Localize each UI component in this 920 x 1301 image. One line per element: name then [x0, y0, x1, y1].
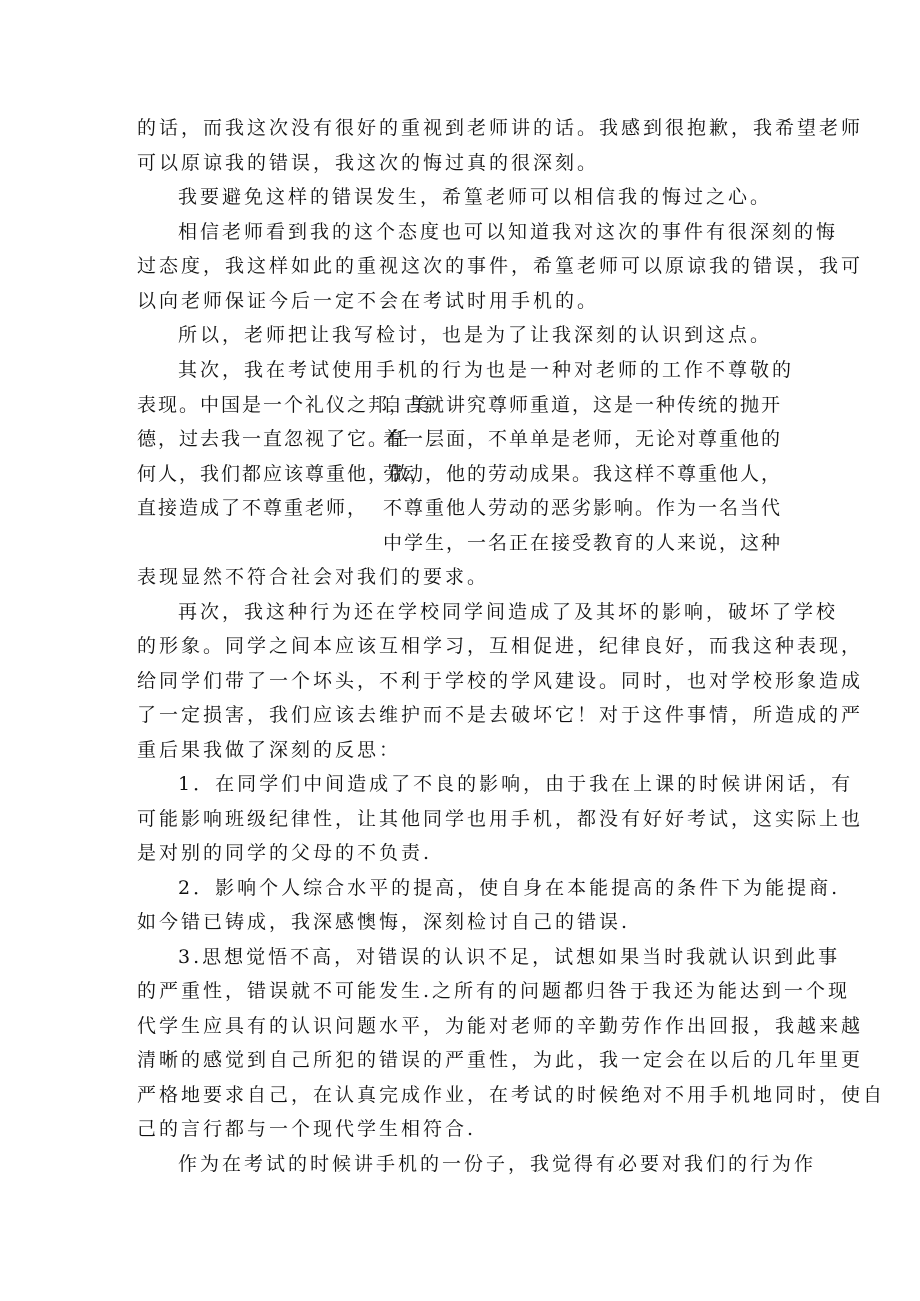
paragraph-line: 的形象。同学之间本应该互相学习，互相促进，纪律良好，而我这种表现， — [137, 635, 864, 657]
paragraph-line: 的话，而我这次没有很好的重视到老师讲的话。我感到很抱歉，我希望老师 — [137, 117, 864, 139]
paragraph-line: 过态度，我这样如此的重视这次的事件，希篁老师可以原谅我的错误，我可 — [137, 255, 864, 277]
list-item-line: 是对别的同学的父母的不负责. — [137, 842, 433, 864]
paragraph-line: 相信老师看到我的这个态度也可以知道我对这次的事件有很深刻的悔 — [178, 221, 839, 243]
list-item-line: 严格地要求自己，在认真完成作业，在考试的时候绝对不用手机地同时，使自 — [137, 1084, 886, 1106]
paragraph-line: 以向老师保证今后一定不会在考试时用手机的。 — [137, 290, 600, 312]
left-column-line: 何人，我们都应该尊重他，做， — [137, 463, 432, 485]
paragraph-line: 作为在考试的时候讲手机的一份子，我觉得有必要对我们的行为作 — [178, 1153, 817, 1175]
right-column-line: 劳动，他的劳动成果。我这样不尊重他人， — [383, 463, 783, 485]
list-item-line: 2．影响个人综合水平的提高，使自身在本能提高的条件下为能提商. — [178, 877, 841, 899]
list-item-line: 的严重性，错误就不可能发生.之所有的问题都归咎于我还为能达到一个现 — [137, 980, 851, 1002]
list-item-line: 如今错已铸成，我深感懊悔，深刻检讨自己的错误. — [137, 911, 631, 933]
list-item-line: 代学生应具有的认识问题水平，为能对老师的辛勤劳作作出回报，我越来越 — [137, 1015, 864, 1037]
right-column-line: 着一层面，不单单是老师，无论对尊重他的 — [383, 428, 783, 450]
left-column-line: 直接造成了不尊重老师， — [137, 497, 369, 519]
list-item-line: 清晰的感觉到自己所犯的错误的严重性，为此，我一定会在以后的几年里更 — [137, 1049, 864, 1071]
paragraph-line: 再次，我这种行为还在学校同学间造成了及其坏的影响，破坏了学校 — [178, 601, 839, 623]
list-item-line: 3.思想觉悟不高，对错误的认识不足，试想如果当时我就认识到此事 — [178, 946, 841, 968]
paragraph-line: 重后果我做了深刻的反思： — [137, 739, 402, 761]
list-item-line: 可能影响班级纪律性，让其他同学也用手机，都没有好好考试，这实际上也 — [137, 808, 864, 830]
paragraph-line: 我要避免这样的错误发生，希篁老师可以相信我的悔过之心。 — [178, 186, 773, 208]
paragraph-line: 所以，老师把让我写检讨，也是为了让我深刻的认识到这点。 — [178, 324, 773, 346]
paragraph-line: 可以原谅我的错误，我这次的悔过真的很深刻。 — [137, 152, 600, 174]
left-column-line: 表现。中国是一个礼仪之邦，美 — [137, 394, 432, 416]
right-column-line: 不尊重他人劳动的恶劣影响。作为一名当代 — [383, 497, 783, 519]
paragraph-line: 了一定损害，我们应该去维护而不是去破坏它！对于这件事情，所造成的严 — [137, 704, 864, 726]
right-column-line: 中学生，一名正在接受教育的人来说，这种 — [383, 532, 783, 554]
list-item-line: 1．在同学们中间造成了不良的影响，由于我在上课的时候讲闲话，有 — [178, 773, 854, 795]
paragraph-line: 表现显然不符合社会对我们的要求。 — [137, 566, 490, 588]
paragraph-line: 其次，我在考试使用手机的行为也是一种对老师的工作不尊敬的 — [178, 359, 795, 381]
right-column-line: 自古就讲究尊师重道，这是一种传统的抛开 — [383, 394, 783, 416]
list-item-line: 己的言行都与一个现代学生相符合. — [137, 1118, 477, 1140]
paragraph-line: 给同学们带了一个坏头，不利于学校的学风建设。同时，也对学校形象造成 — [137, 670, 864, 692]
left-column-line: 德，过去我一直忽视了它。任 — [137, 428, 411, 450]
